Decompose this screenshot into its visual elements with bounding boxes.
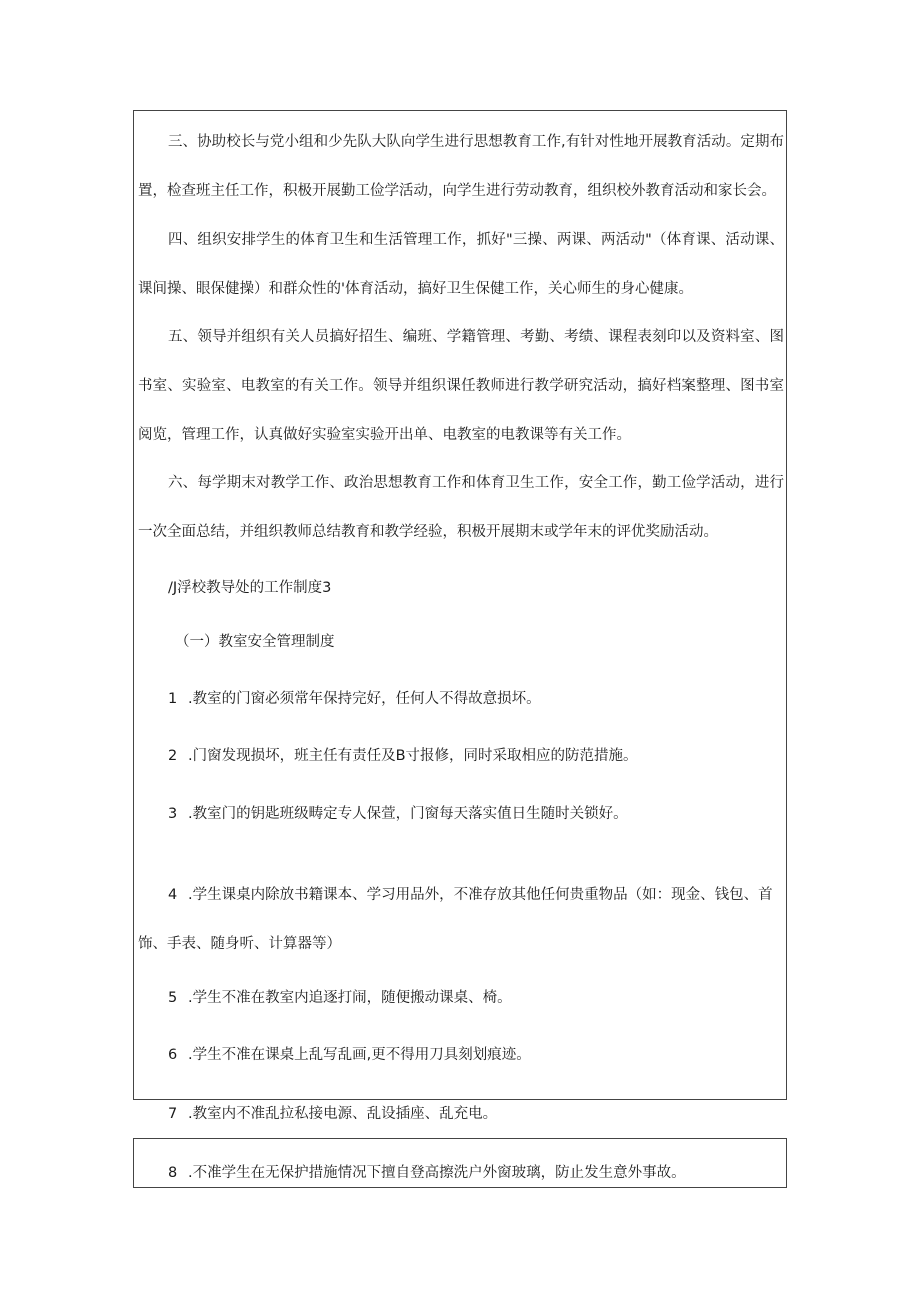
paragraph-3: 三、协助校长与党小组和少先队大队向学生进行思想教育工作,有针对性地开展教育活动。定期布置，检查班主任工作，积极开展勤工俭学活动，向学生进行劳动教育，组织校外教育活动和家长会。 [138,134,784,199]
rule-text: .学生不准在教室内追逐打闹，随便搬动课桌、椅。 [188,990,512,1006]
rule-text: .教室门的钥匙班级畴定专人保萱，门窗每天落实值日生随时关锁好。 [188,806,628,822]
section-title: /J浮校教导处的工作制度3 [168,580,332,596]
paragraph-6: 六、每学期末对教学工作、政治思想教育工作和体育卫生工作，安全工作，勤工俭学活动，进行一次全面总结，并组织教师总结教育和教学经验，积极开展期末或学年末的评优奖励活动。 [138,475,784,540]
rule-number: 7 [168,1106,178,1122]
rule-text: .教室内不准乱拉私接电源、乱设插座、乱充电。 [188,1106,498,1122]
rule-text: .学生不准在课桌上乱写乱画,更不得用刀具刻划痕迹。 [188,1047,531,1063]
rule-number: 5 [168,990,178,1006]
paragraph-5: 五、领导并组织有关人员搞好招生、编班、学籍管理、考勤、考绩、课程表刻印以及资料室、图书室、实验室、电教室的有关工作。领导并组织课任教师进行教学研究活动，搞好档案整理、图书室阅览，管理工作，认真做好实验室实验开出单、电教室的电教课等有关工作。 [138,329,784,443]
rule-text-continuation: 饰、手表、随身听、计算器等） [138,936,341,952]
rule-number: 2 [168,748,178,764]
rule-number: 8 [168,1165,178,1181]
rule-number: 3 [168,806,178,822]
subsection-title: （一）教室安全管理制度 [175,634,335,650]
rule-number: 1 [168,691,178,707]
rule-text: .教室的门窗必须常年保持完好，任何人不得故意损坏。 [188,691,541,707]
rule-text: .学生课桌内除放书籍课本、学习用品外，不准存放其他任何贵重物品（如：现金、钱包、首 [188,887,773,903]
paragraph-4: 四、组织安排学生的体育卫生和生活管理工作，抓好"三操、两课、两活动"（体育课、活动课、课间操、眼保健操）和群众性的'体育活动，搞好卫生保健工作，关心师生的身心健康。 [138,232,784,297]
rule-number: 6 [168,1047,178,1063]
rule-text: .门窗发现损坏，班主任有责任及B寸报修，同时采取相应的防范措施。 [188,748,638,764]
rule-text: .不准学生在无保护措施情况下擅自登高擦洗户外窗玻璃，防止发生意外事故。 [188,1165,686,1181]
rule-number: 4 [168,887,178,903]
